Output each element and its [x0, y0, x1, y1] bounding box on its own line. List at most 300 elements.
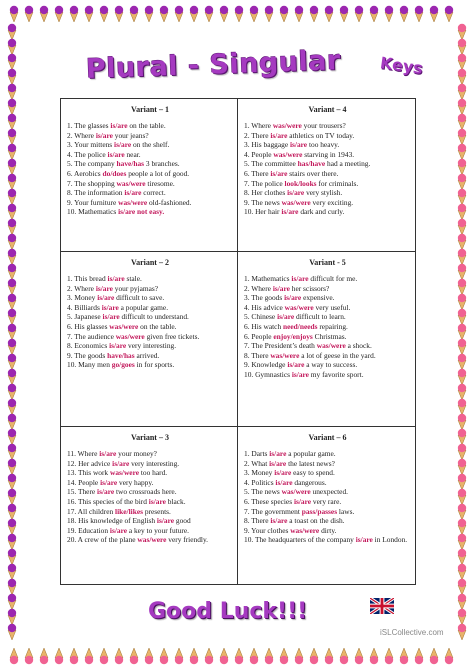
ice-cream-icon — [8, 504, 16, 520]
ice-cream-icon — [100, 6, 108, 22]
ice-cream-icon — [458, 24, 466, 40]
answer-key: need/needs — [283, 321, 318, 331]
ice-cream-icon — [8, 294, 16, 310]
answer-key: is/are — [101, 302, 119, 312]
sentence-text: 19. Education — [67, 525, 110, 535]
answer-key: was/were — [281, 487, 311, 497]
answer-key: was/were — [109, 468, 139, 478]
sentence-text: 7. The government — [244, 506, 302, 516]
ice-cream-icon — [220, 6, 228, 22]
sentence-text: 10. The headquarters of the company — [244, 535, 356, 545]
ice-cream-icon — [145, 648, 153, 664]
title-text: Plural - Singular — [85, 45, 342, 85]
ice-cream-icon — [130, 6, 138, 22]
sentence-item — [67, 179, 233, 189]
answer-key: is/are — [97, 293, 115, 303]
answer-key: has/have — [297, 159, 326, 169]
sentence-text: 11. Where — [67, 449, 100, 458]
ice-cream-icon — [458, 264, 466, 280]
sentence-item — [67, 516, 233, 526]
answer-key: was/were — [290, 525, 320, 535]
ice-cream-icon — [458, 219, 466, 235]
sentence-text: very rare. — [311, 496, 342, 506]
variant-heading: Variant – 3 — [131, 433, 169, 442]
sentence-text: your trousers? — [301, 121, 346, 130]
answer-key: is/are — [97, 487, 115, 497]
sentence-item — [244, 169, 411, 179]
sentence-text: correct. — [141, 188, 166, 198]
ice-cream-icon — [295, 648, 303, 664]
sentence-text: easy to spend. — [291, 468, 335, 478]
sentence-item — [67, 284, 233, 294]
ice-cream-icon — [8, 384, 16, 400]
sentence-text: dark and curly. — [298, 207, 345, 217]
answer-key: is/are — [99, 449, 117, 458]
sentence-item — [67, 312, 233, 322]
sentence-text: too hard. — [139, 468, 168, 478]
answer-key: is/are — [148, 496, 166, 506]
sentence-text: stale. — [124, 274, 142, 283]
sentence-text: difficult to understand. — [119, 312, 189, 322]
sentence-text: 18. His knowledge of English — [67, 516, 157, 526]
answer-key: do/does — [102, 168, 127, 178]
sentence-item — [67, 131, 233, 141]
ice-cream-icon — [458, 474, 466, 490]
ice-cream-icon — [235, 648, 243, 664]
ice-cream-icon — [430, 648, 438, 664]
ice-cream-icon — [458, 444, 466, 460]
ice-cream-icon — [458, 564, 466, 580]
sentence-text: good — [174, 516, 191, 526]
ice-cream-icon — [458, 489, 466, 505]
answer-key: is/are — [274, 468, 292, 478]
sentence-text: a toast on the dish. — [287, 516, 345, 526]
ice-cream-icon — [310, 6, 318, 22]
ice-cream-icon — [55, 6, 63, 22]
ice-cream-icon — [250, 648, 258, 664]
sentence-text: difficult to save. — [114, 293, 165, 303]
answer-key: is/are — [124, 188, 142, 198]
sentence-item — [244, 274, 411, 284]
variant-heading: Variant – 6 — [308, 433, 347, 442]
sentence-text: 6. His glasses — [67, 321, 110, 331]
ice-cream-icon — [280, 6, 288, 22]
sentence-text: 7. The shopping — [67, 178, 117, 188]
ice-cream-icon — [8, 564, 16, 580]
ice-cream-icon — [458, 234, 466, 250]
sentence-item — [67, 478, 233, 488]
sentence-text: 9. Knowledge — [244, 360, 288, 370]
ice-cream-icon — [8, 144, 16, 160]
ice-cream-icon — [8, 354, 16, 370]
title-keys: Keys — [378, 53, 425, 78]
ice-cream-icon — [458, 114, 466, 130]
sentence-item — [67, 449, 233, 459]
ice-cream-icon — [458, 609, 466, 625]
answer-key: like/likes — [115, 506, 143, 516]
ice-cream-icon — [190, 648, 198, 664]
ice-cream-icon — [8, 204, 16, 220]
answer-key: is/are — [107, 274, 125, 283]
ice-cream-icon — [8, 594, 16, 610]
sentence-text: in for sports. — [134, 360, 175, 370]
answer-key: is/are — [291, 369, 309, 379]
ice-cream-icon — [8, 99, 16, 115]
sentence-item — [244, 198, 411, 208]
sentence-text: a key to your future. — [127, 525, 189, 535]
ice-cream-icon — [458, 399, 466, 415]
variant-heading: Variant – 1 — [131, 105, 169, 114]
ice-cream-icon — [205, 6, 213, 22]
sentence-item — [67, 351, 233, 361]
sentence-text: her scissors? — [289, 283, 330, 293]
sentence-text: repairing. — [317, 321, 348, 331]
ice-cream-icon — [458, 384, 466, 400]
ice-cream-icon — [325, 6, 333, 22]
answer-key: is/are — [355, 535, 373, 545]
sentence-text: 15. There — [67, 487, 98, 497]
ice-cream-icon — [8, 114, 16, 130]
ice-cream-icon — [85, 6, 93, 22]
answer-key: is/are — [95, 283, 113, 293]
sentence-text: had a meeting. — [325, 159, 371, 169]
ice-cream-icon — [25, 648, 33, 664]
answer-key: enjoy/enjoys — [273, 331, 313, 341]
sentence-item — [67, 341, 233, 351]
answer-key: was/were — [270, 350, 300, 360]
ice-cream-icon — [8, 579, 16, 595]
ice-cream-icon — [445, 648, 453, 664]
sentence-text: presents. — [142, 506, 171, 516]
ice-cream-icon — [385, 6, 393, 22]
sentence-item — [244, 188, 411, 198]
good-luck-text: Good Luck!!! — [148, 599, 308, 624]
sentence-text: laws. — [337, 506, 355, 516]
sentence-text: in London. — [372, 535, 408, 545]
sentence-text: 5. Chinese — [244, 312, 278, 322]
answer-key: look/looks — [284, 178, 317, 188]
ice-cream-icon — [8, 219, 16, 235]
ice-cream-icon — [130, 648, 138, 664]
sentence-text: stairs over there. — [287, 168, 339, 178]
ice-cream-icon — [445, 6, 453, 22]
answer-key: is/are — [272, 283, 290, 293]
answer-key: is/are — [293, 496, 312, 506]
answer-key: is/are — [277, 312, 295, 322]
ice-cream-icon — [8, 174, 16, 190]
ice-cream-icon — [10, 648, 18, 664]
sentence-text: 4. Politics — [244, 477, 276, 487]
ice-cream-icon — [458, 504, 466, 520]
sentence-text: 5. The company — [67, 159, 117, 169]
sentence-text: people a lot of good. — [126, 168, 190, 178]
sentence-text: the latest news? — [286, 458, 335, 468]
ice-cream-icon — [8, 324, 16, 340]
sentence-list — [67, 121, 233, 217]
ice-cream-icon — [458, 549, 466, 565]
answer-key: was/were — [316, 341, 346, 351]
sentence-text: 3. His baggage — [244, 140, 290, 150]
sentence-text: on the table. — [127, 121, 166, 130]
sentence-text: 7. The President’s death — [244, 341, 317, 351]
sentence-text: your money? — [116, 449, 157, 458]
ice-cream-icon — [160, 648, 168, 664]
sentence-text: 1. Darts — [244, 449, 270, 458]
answer-key: is/are — [110, 121, 128, 130]
ice-cream-icon — [458, 294, 466, 310]
ice-cream-icon — [175, 648, 183, 664]
sentence-text: 7. The police — [244, 178, 285, 188]
answer-key: is/are — [114, 140, 132, 150]
sentence-text: 1. Where — [244, 121, 273, 130]
sentence-item — [67, 169, 233, 179]
sentence-text: 5. The news — [244, 487, 282, 497]
ice-cream-icon — [8, 129, 16, 145]
ice-cream-icon — [70, 648, 78, 664]
sentence-text: arrived. — [134, 350, 160, 360]
sentence-text: very friendly. — [166, 535, 209, 545]
answer-key: is/are — [100, 477, 118, 487]
sentence-item — [244, 312, 411, 322]
sentence-text: dangerous. — [292, 477, 327, 487]
ice-cream-icon — [8, 279, 16, 295]
sentence-text: 2. Where — [244, 283, 273, 293]
sentence-text: 1. Mathematics — [244, 274, 292, 283]
sentence-text: very happy. — [117, 477, 154, 487]
sentence-text: a popular game. — [286, 449, 336, 458]
ice-cream-icon — [458, 414, 466, 430]
sentence-item — [67, 274, 233, 284]
sentence-text: 6. His watch — [244, 321, 283, 331]
page-title — [0, 45, 474, 96]
variant-box — [238, 99, 415, 252]
sentence-text: 10. Mathematics — [67, 207, 119, 217]
ice-cream-icon — [340, 648, 348, 664]
sentence-item — [244, 360, 411, 370]
sentence-item — [244, 478, 411, 488]
sentence-item — [244, 341, 411, 351]
sentence-item — [67, 526, 233, 536]
answer-key: is/are — [269, 449, 287, 458]
answer-key: was/were — [116, 178, 146, 188]
ice-cream-icon — [295, 6, 303, 22]
ice-cream-icon — [8, 459, 16, 475]
answer-key: is/are — [287, 360, 305, 370]
sentence-text: 5. The committee — [244, 159, 298, 169]
answer-key: is/are — [287, 188, 305, 198]
ice-cream-icon — [8, 609, 16, 625]
variant-box — [61, 252, 238, 427]
ice-cream-icon — [8, 189, 16, 205]
ice-cream-icon — [310, 648, 318, 664]
ice-cream-icon — [8, 414, 16, 430]
ice-cream-icon — [458, 579, 466, 595]
sentence-text: my favorite sport. — [308, 369, 364, 379]
ice-cream-icon — [370, 6, 378, 22]
sentence-item — [67, 497, 233, 507]
sentence-text: Christmas. — [312, 331, 347, 341]
sentence-text: 10. Gymnastics — [244, 369, 292, 379]
answer-key: have/has — [107, 350, 135, 360]
ice-cream-icon — [40, 6, 48, 22]
sentence-text: 4. His advice — [244, 302, 285, 312]
ice-cream-icon — [8, 309, 16, 325]
ice-cream-icon — [160, 6, 168, 22]
ice-cream-icon — [265, 6, 273, 22]
ice-cream-icon — [400, 648, 408, 664]
sentence-text: 6. Aerobics — [67, 168, 103, 178]
sentence-item — [67, 198, 233, 208]
sentence-text: 2. There — [244, 130, 271, 140]
answer-key: was/were — [118, 197, 148, 207]
ice-cream-icon — [8, 429, 16, 445]
answer-key: is/are — [291, 274, 309, 283]
ice-cream-icon — [280, 648, 288, 664]
answer-key: is/are — [270, 168, 288, 178]
ice-cream-icon — [115, 6, 123, 22]
ice-cream-icon — [458, 249, 466, 265]
answer-key: go/goes — [111, 360, 135, 370]
ice-cream-icon — [458, 459, 466, 475]
sentence-text: 4. Billiards — [67, 302, 102, 312]
sentence-text: 6. These species — [244, 496, 294, 506]
sentence-text: 20. A crew of the plane — [67, 535, 138, 545]
ice-cream-icon — [175, 6, 183, 22]
answer-key: is/are — [284, 293, 302, 303]
ice-cream-icon — [10, 6, 18, 22]
sentence-list — [67, 449, 233, 545]
sentence-item — [244, 332, 411, 342]
sentence-item — [67, 159, 233, 169]
sentence-text: very exciting. — [310, 197, 354, 207]
ice-cream-icon — [458, 624, 466, 640]
ice-cream-icon — [8, 399, 16, 415]
sentence-text: very interesting. — [126, 341, 177, 351]
ice-cream-icon — [458, 354, 466, 370]
ice-cream-icon — [8, 24, 16, 40]
sentence-list — [67, 274, 233, 370]
sentence-list — [244, 274, 411, 380]
ice-cream-icon — [458, 204, 466, 220]
ice-cream-icon — [458, 99, 466, 115]
sentence-text: very useful. — [313, 302, 351, 312]
answer-key: is/are — [109, 341, 127, 351]
sentence-item — [67, 303, 233, 313]
variant-box — [238, 427, 415, 584]
sentence-text: tiresome. — [145, 178, 175, 188]
answer-key: have/has — [116, 159, 145, 169]
answer-key: was/were — [284, 302, 314, 312]
sentence-text: two crossroads here. — [114, 487, 177, 497]
sentence-text: very interesting. — [129, 458, 180, 468]
sentence-item — [244, 179, 411, 189]
sentence-text: 13. This work — [67, 468, 110, 478]
sentence-text: 5. Japanese — [67, 312, 103, 322]
ice-cream-icon — [415, 6, 423, 22]
answer-key: is/are — [109, 525, 128, 535]
sentence-text: 8. The information — [67, 188, 125, 198]
sentence-text: black. — [165, 496, 186, 506]
sentence-text: 4. The police — [67, 149, 108, 159]
ice-cream-icon — [415, 648, 423, 664]
sentence-item — [244, 535, 411, 545]
ice-cream-icon — [115, 648, 123, 664]
sentence-item — [244, 284, 411, 294]
ice-cream-icon — [458, 534, 466, 550]
sentence-item — [244, 303, 411, 313]
sentence-text: 4. People — [244, 149, 274, 159]
sentence-text: 7. The audience — [67, 331, 116, 341]
sentence-list — [244, 449, 411, 545]
sentence-item — [67, 188, 233, 198]
ice-cream-icon — [370, 648, 378, 664]
answer-key: was/were — [137, 535, 167, 545]
answer-key: is/are — [156, 516, 175, 526]
sentence-text: 9. Your furniture — [67, 197, 119, 207]
sentence-text: expensive. — [301, 293, 335, 303]
sentence-item — [244, 497, 411, 507]
ice-cream-icon — [8, 519, 16, 535]
sentence-item — [244, 293, 411, 303]
answer-key: was/were — [281, 197, 311, 207]
sentence-item — [244, 516, 411, 526]
variant-heading: Variant – 2 — [131, 258, 169, 267]
ice-cream-icon — [8, 534, 16, 550]
sentence-item — [244, 370, 411, 380]
answer-key: was/were — [109, 321, 139, 331]
sentence-text: 8. Economics — [67, 341, 110, 351]
sentence-item — [244, 507, 411, 517]
sentence-text: old-fashioned. — [147, 197, 192, 207]
sentence-item — [244, 449, 411, 459]
ice-cream-icon — [400, 6, 408, 22]
sentence-text: unexpected. — [310, 487, 349, 497]
ice-cream-icon — [385, 648, 393, 664]
ice-cream-icon — [458, 144, 466, 160]
sentence-text: 8. Her clothes — [244, 188, 288, 198]
sentence-text: 9. Your clothes — [244, 525, 291, 535]
sentence-text: on the shelf. — [131, 140, 170, 150]
variants-grid — [60, 98, 416, 585]
ice-cream-icon — [235, 6, 243, 22]
sentence-text: 2. Where — [67, 130, 96, 140]
sentence-text: 17. All children — [67, 506, 116, 516]
sentence-text: difficult to learn. — [294, 312, 346, 322]
sentence-text: a popular game. — [118, 302, 169, 312]
ice-cream-icon — [8, 549, 16, 565]
sentence-text: for criminals. — [316, 178, 359, 188]
sentence-item — [67, 207, 233, 217]
ice-cream-icon — [325, 648, 333, 664]
sentence-text: dirty. — [319, 525, 337, 535]
sentence-text: 14. People — [67, 477, 101, 487]
sentence-item — [67, 140, 233, 150]
ice-cream-icon — [55, 648, 63, 664]
ice-cream-icon — [40, 648, 48, 664]
answer-key: is/are — [102, 312, 120, 322]
sentence-item — [244, 121, 411, 131]
ice-cream-icon — [85, 648, 93, 664]
answer-key: is/are — [275, 477, 293, 487]
sentence-text: 1. The glasses — [67, 121, 111, 130]
sentence-text: 6. People — [244, 331, 274, 341]
sentence-item — [244, 207, 411, 217]
sentence-list — [244, 121, 411, 217]
ice-cream-icon — [430, 6, 438, 22]
ice-cream-icon — [250, 6, 258, 22]
sentence-text: your pyjamas? — [112, 283, 159, 293]
ice-cream-icon — [145, 6, 153, 22]
